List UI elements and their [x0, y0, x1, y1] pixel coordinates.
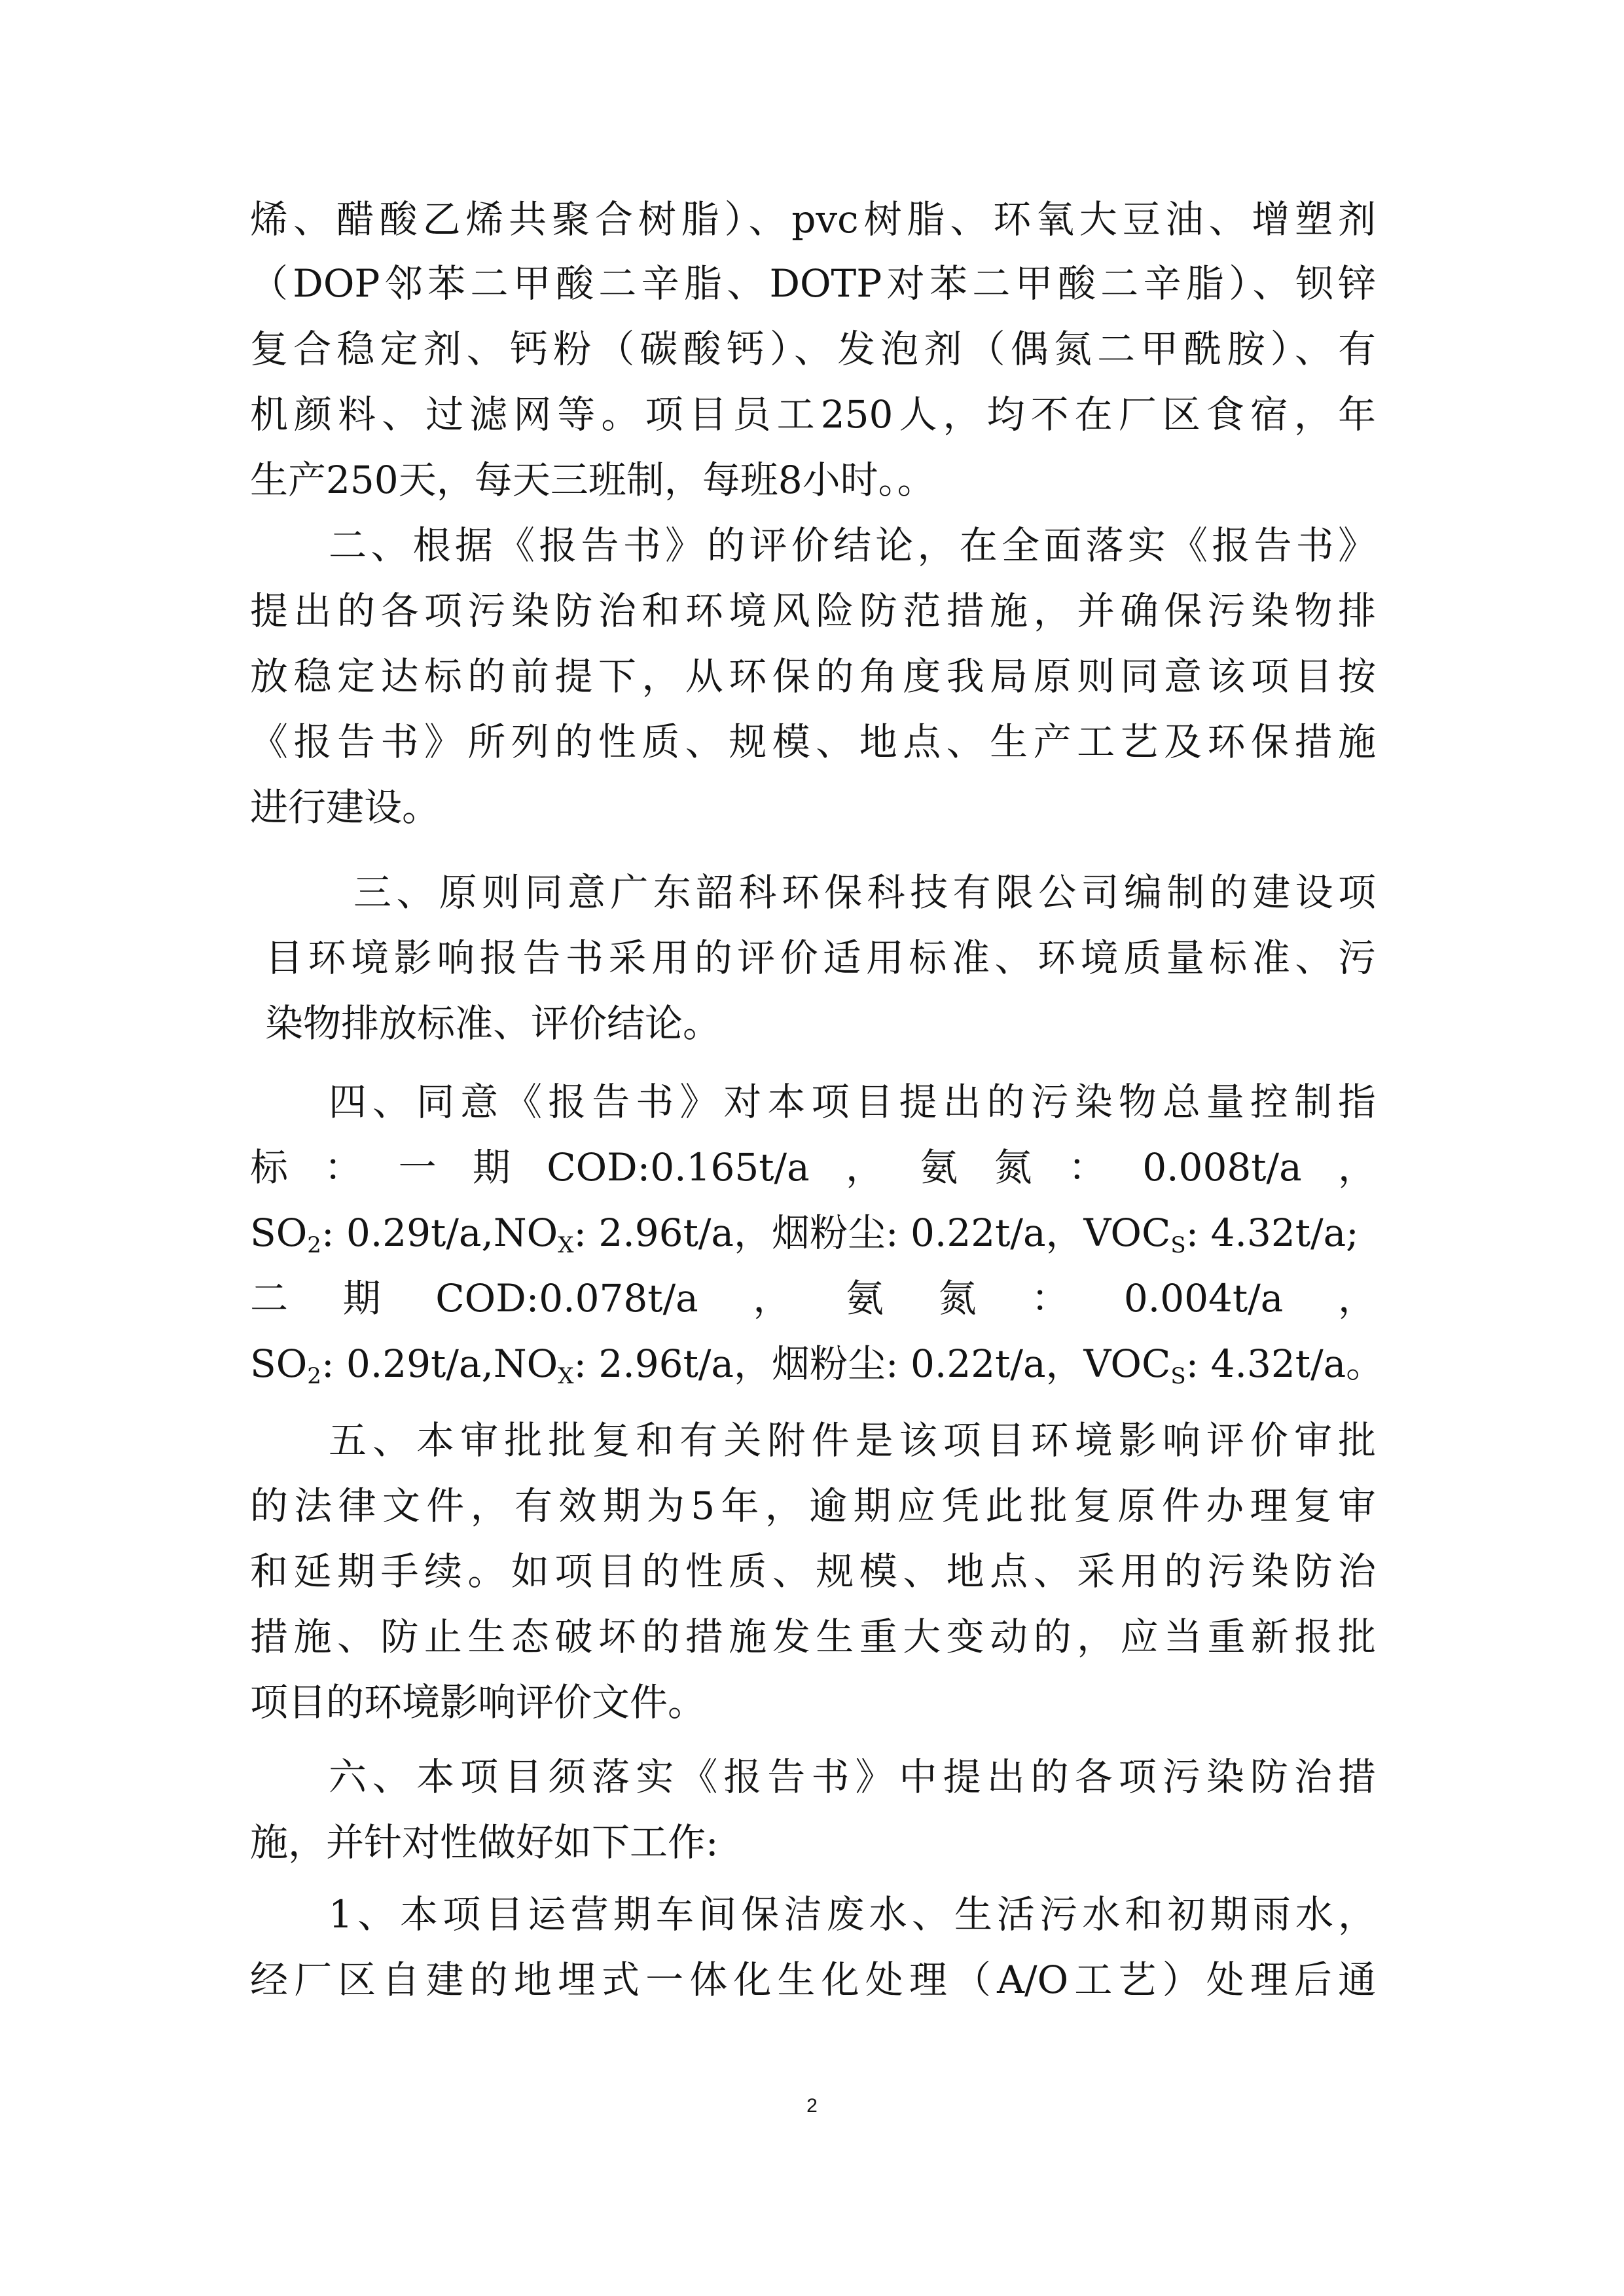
text-line: 经厂区自建的地埋式一体化生化处理（A/O工艺）处理后通 — [250, 1958, 1376, 2002]
text-line: （DOP邻苯二甲酸二辛脂、DOTP对苯二甲酸二辛脂）、钡锌 — [250, 261, 1376, 306]
text-line: 1、本项目运营期车间保洁废水、生活污水和初期雨水， — [329, 1892, 1376, 1937]
nox-subscript: X — [558, 1363, 574, 1389]
voc-label: VOC — [1083, 1211, 1171, 1255]
text-line: 措施、防止生态破坏的措施发生重大变动的，应当重新报批 — [250, 1614, 1376, 1659]
text-line: 四、同意《报告书》对本项目提出的污染物总量控制指 — [329, 1080, 1376, 1124]
text-line: 标：一期COD:0.165t/a，氨氮：0.008t/a， — [250, 1145, 1376, 1190]
text-line: 复合稳定剂、钙粉（碳酸钙）、发泡剂（偶氮二甲酰胺）、有 — [250, 327, 1376, 371]
text-line: 五、本审批批复和有关附件是该项目环境影响评价审批 — [329, 1418, 1376, 1463]
voc-subscript: S — [1170, 1363, 1186, 1389]
nox-value: : 2.96t/a，烟粉尘: 0.22t/a， — [573, 1341, 1084, 1386]
text-line: 施，并针对性做好如下工作: — [250, 1820, 719, 1865]
so2-value: : 0.29t/a, — [321, 1341, 494, 1386]
text-line: 进行建设。 — [250, 785, 441, 829]
voc-value: : 4.32t/a; — [1185, 1211, 1359, 1255]
emission-line-phase1 — [250, 1200, 1376, 1266]
text-line: 《报告书》所列的性质、规模、地点、生产工艺及环保措施 — [250, 720, 1376, 764]
so2-label: SO — [250, 1211, 308, 1255]
text-line: 二、根据《报告书》的评价结论，在全面落实《报告书》 — [329, 523, 1376, 568]
nox-value: : 2.96t/a，烟粉尘: 0.22t/a， — [573, 1211, 1084, 1255]
page-number: 2 — [806, 2095, 818, 2117]
text-line: 生产250天，每天三班制，每班8小时。。 — [250, 458, 935, 502]
voc-label: VOC — [1083, 1341, 1171, 1386]
voc-subscript: S — [1170, 1232, 1186, 1258]
so2-subscript: 2 — [307, 1232, 321, 1258]
nox-subscript: X — [558, 1232, 574, 1258]
nox-label: NO — [493, 1341, 558, 1386]
text-line: 目环境影响报告书采用的评价适用标准、环境质量标准、污 — [265, 936, 1376, 980]
text-line: 的法律文件，有效期为5年，逾期应凭此批复原件办理复审 — [250, 1484, 1376, 1528]
text-line: 放稳定达标的前提下，从环保的角度我局原则同意该项目按 — [250, 654, 1376, 699]
text-line: 机颜料、过滤网等。项目员工250人，均不在厂区食宿，年 — [250, 392, 1376, 437]
emission-line-phase2 — [250, 1331, 1384, 1396]
text-line: 项目的环境影响评价文件。 — [250, 1680, 706, 1724]
text-line: 三、原则同意广东韶科环保科技有限公司编制的建设项 — [353, 870, 1376, 915]
text-line: 和延期手续。如项目的性质、规模、地点、采用的污染防治 — [250, 1549, 1376, 1594]
nox-label: NO — [493, 1211, 558, 1255]
so2-subscript: 2 — [307, 1363, 321, 1389]
voc-value: : 4.32t/a。 — [1185, 1341, 1384, 1386]
text-line: 染物排放标准、评价结论。 — [265, 1001, 721, 1046]
text-line: 提出的各项污染防治和环境风险防范措施，并确保污染物排 — [250, 589, 1376, 633]
so2-label: SO — [250, 1341, 308, 1386]
text-line: 六、本项目须落实《报告书》中提出的各项污染防治措 — [329, 1755, 1376, 1799]
text-line: 烯、醋酸乙烯共聚合树脂）、pvc树脂、环氧大豆油、增塑剂 — [250, 197, 1376, 242]
so2-value: : 0.29t/a, — [321, 1211, 494, 1255]
text-line: 二期COD:0.078t/a，氨氮：0.004t/a， — [250, 1276, 1376, 1321]
